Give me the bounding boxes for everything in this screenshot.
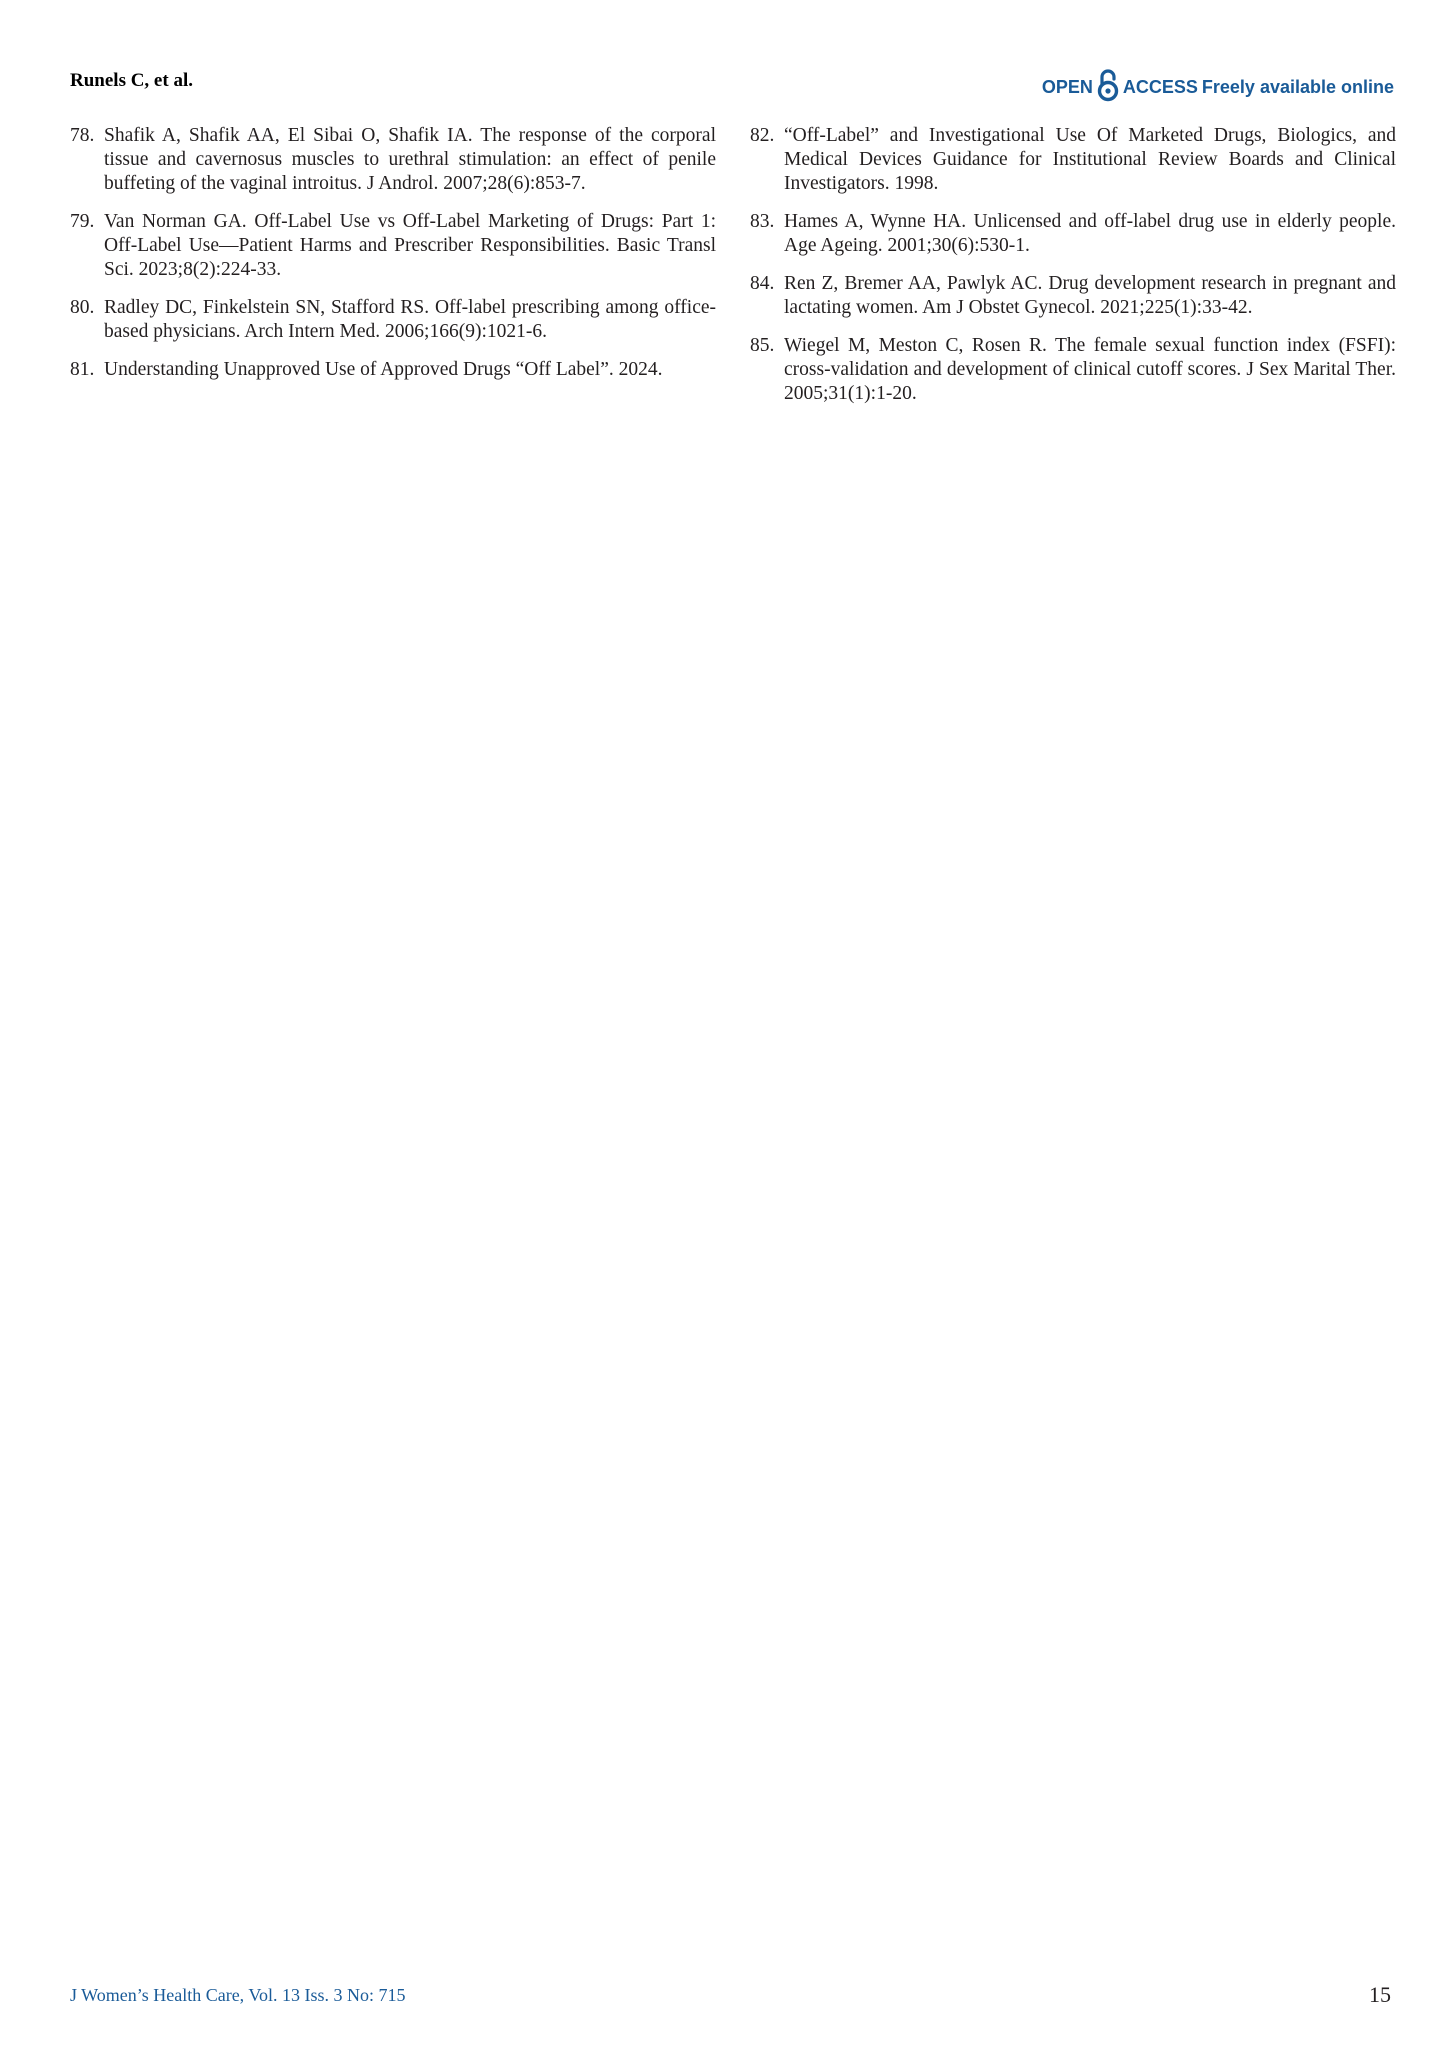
reference-text: Radley DC, Finkelstein SN, Stafford RS. Off-label prescribing among office-based physicians. Arch Intern Med. 2006;166(9):1021-6.: [104, 297, 716, 342]
reference-item: [70, 210, 716, 282]
reference-number: 81.: [70, 359, 95, 380]
reference-columns: [70, 124, 1396, 420]
open-label: OPEN: [1041, 76, 1093, 97]
reference-item: [70, 296, 716, 344]
reference-text: Wiegel M, Meston C, Rosen R. The female sexual function index (FSFI): cross-validation and development of clinical cutoff scores. J Sex Marital Ther. 2005;31(1):1-20.: [784, 335, 1396, 404]
reference-text: Van Norman GA. Off-Label Use vs Off-Label Marketing of Drugs: Part 1: Off-Label Use—Patient Harms and Prescriber Responsibilities. Basic Transl Sci. 2023;8(2):224-33.: [104, 211, 716, 280]
reference-item: [70, 358, 716, 382]
reference-item: [750, 210, 1396, 258]
reference-number: 80.: [70, 297, 95, 318]
footer-page-number: 15: [1369, 1982, 1391, 2007]
reference-number: 83.: [750, 211, 775, 232]
reference-item: [750, 334, 1396, 406]
reference-number: 84.: [750, 273, 775, 294]
footer-journal-citation: J Women’s Health Care, Vol. 13 Iss. 3 No: 715: [70, 1985, 406, 2005]
open-access-tagline: Freely available online: [1201, 76, 1394, 97]
reference-text: Shafik A, Shafik AA, El Sibai O, Shafik IA. The response of the corporal tissue and cavernosus muscles to urethral stimulation: an effect of penile buffeting of the vaginal introitus. J Androl. 2007;28(6):853-7.: [104, 125, 716, 194]
reference-number: 79.: [70, 211, 95, 232]
reference-number: 78.: [70, 125, 95, 146]
reference-item: [70, 124, 716, 196]
reference-number: 85.: [750, 335, 775, 356]
reference-text: Ren Z, Bremer AA, Pawlyk AC. Drug development research in pregnant and lactating women. Am J Obstet Gynecol. 2021;225(1):33-42.: [784, 273, 1396, 318]
open-access-lock-icon: [1097, 68, 1119, 102]
reference-item: [750, 272, 1396, 320]
reference-item: [750, 124, 1396, 196]
reference-column-left: [70, 124, 716, 420]
running-header-author: Runels C, et al.: [70, 70, 193, 91]
access-label: ACCESS: [1122, 76, 1198, 97]
reference-text: “Off-Label” and Investigational Use Of Marketed Drugs, Biologics, and Medical Devices Guidance for Institutional Review Boards and Clinical Investigators. 1998.: [784, 125, 1396, 194]
reference-column-right: [750, 124, 1396, 420]
reference-number: 82.: [750, 125, 775, 146]
reference-text: Understanding Unapproved Use of Approved Drugs “Off Label”. 2024.: [104, 359, 663, 380]
reference-text: Hames A, Wynne HA. Unlicensed and off-label drug use in elderly people. Age Ageing. 2001;30(6):530-1.: [784, 211, 1396, 256]
open-access-logo: [1042, 70, 1394, 104]
